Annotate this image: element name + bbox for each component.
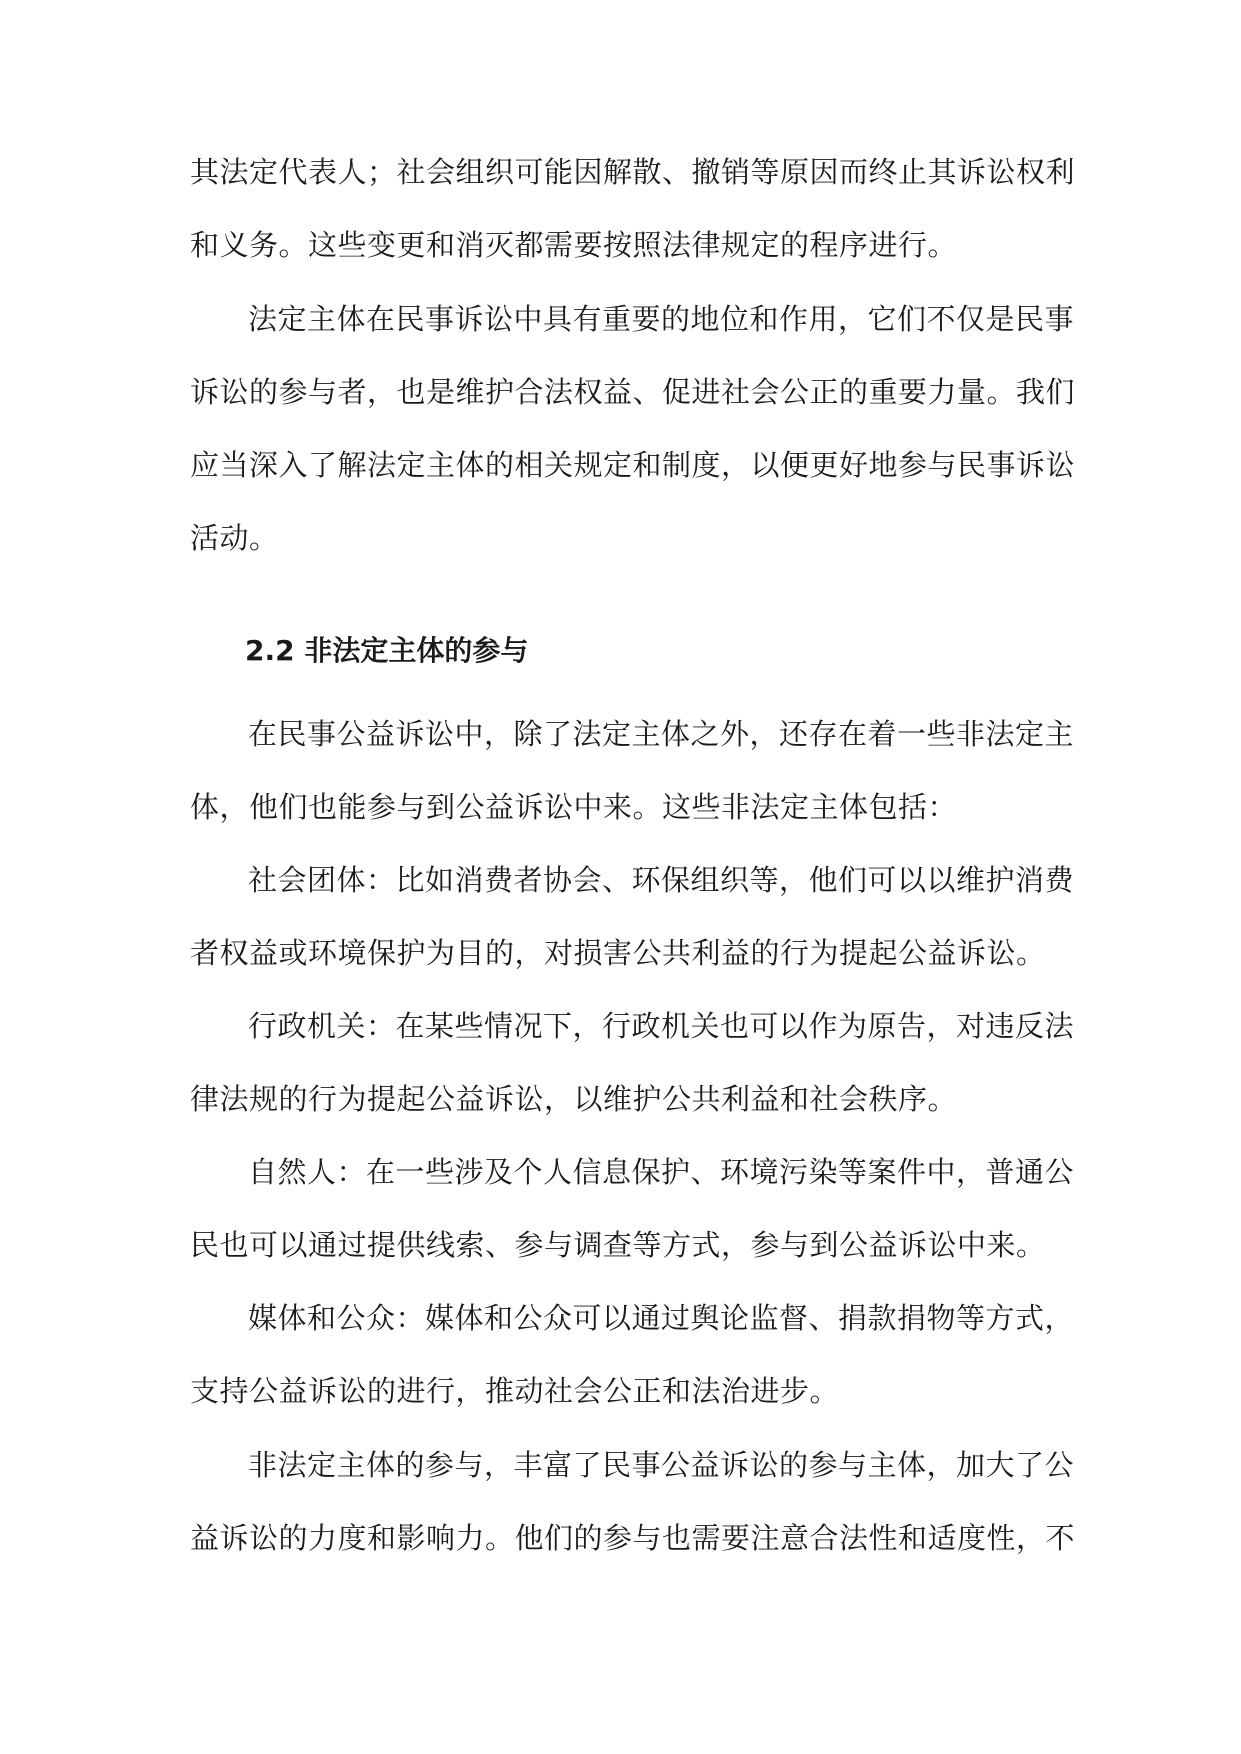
text-line: 律法规的行为提起公益诉讼，以维护公共利益和社会秩序。 [190, 1082, 958, 1116]
text-line: 益诉讼的力度和影响力。他们的参与也需要注意合法性和适度性，不 [190, 1521, 1076, 1555]
text-line: 体，他们也能参与到公益诉讼中来。这些非法定主体包括： [190, 790, 958, 824]
paragraph-first-line: 行政机关：在某些情况下，行政机关也可以作为原告，对违反法 [248, 1009, 1075, 1043]
text-line: 支持公益诉讼的进行，推动社会公正和法治进步。 [190, 1374, 840, 1408]
text-line: 活动。 [190, 521, 279, 555]
text-line: 民也可以通过提供线索、参与调查等方式，参与到公益诉讼中来。 [190, 1228, 1046, 1262]
paragraph-first-line: 社会团体：比如消费者协会、环保组织等，他们可以以维护消费 [248, 863, 1075, 897]
text-line: 者权益或环境保护为目的，对损害公共利益的行为提起公益诉讼。 [190, 936, 1046, 970]
text-line: 和义务。这些变更和消灭都需要按照法律规定的程序进行。 [190, 228, 958, 262]
paragraph-first-line: 自然人：在一些涉及个人信息保护、环境污染等案件中，普通公 [248, 1155, 1075, 1189]
section-heading: 2.2 非法定主体的参与 [245, 634, 529, 667]
paragraph-first-line: 在民事公益诉讼中，除了法定主体之外，还存在着一些非法定主 [248, 717, 1075, 751]
paragraph-first-line: 媒体和公众：媒体和公众可以通过舆论监督、捐款捐物等方式， [248, 1301, 1075, 1335]
paragraph-first-line: 法定主体在民事诉讼中具有重要的地位和作用，它们不仅是民事 [248, 302, 1075, 336]
paragraph-first-line: 非法定主体的参与，丰富了民事公益诉讼的参与主体，加大了公 [248, 1448, 1075, 1482]
text-line: 应当深入了解法定主体的相关规定和制度，以便更好地参与民事诉讼 [190, 448, 1076, 482]
text-line: 诉讼的参与者，也是维护合法权益、促进社会公正的重要力量。我们 [190, 375, 1076, 409]
text-line: 其法定代表人；社会组织可能因解散、撤销等原因而终止其诉讼权利 [190, 155, 1076, 189]
